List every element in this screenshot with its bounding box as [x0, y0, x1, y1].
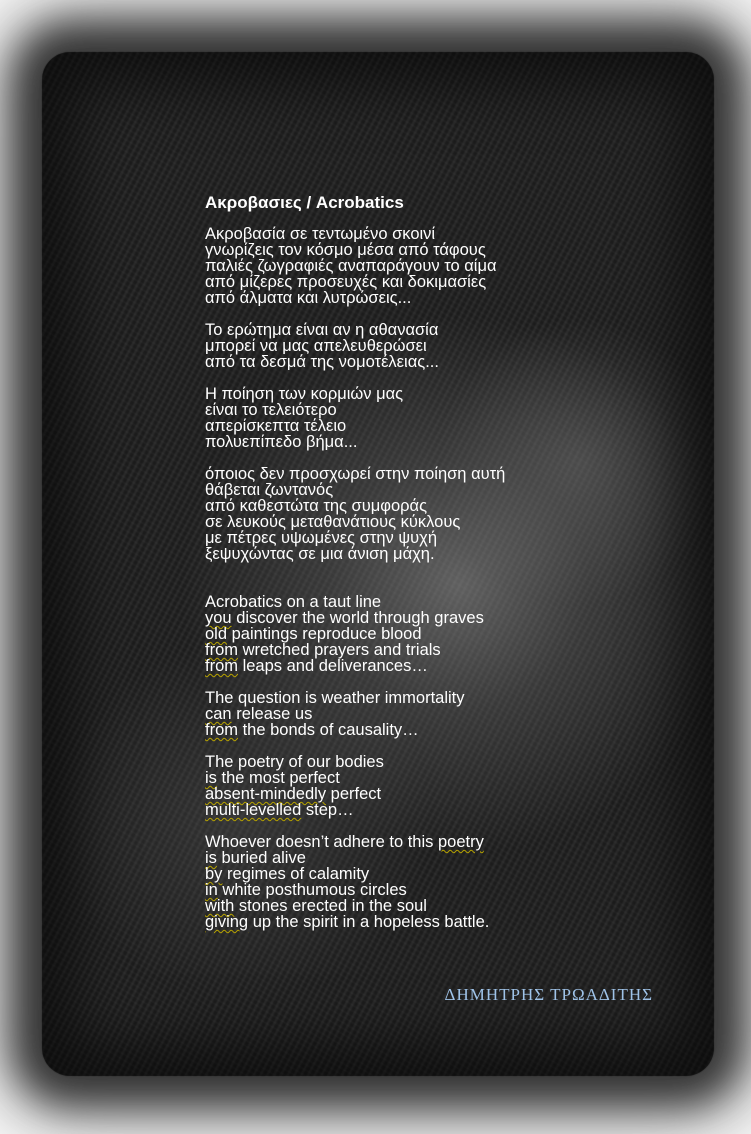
poem-line: absent-mindedly perfect [205, 785, 382, 803]
poem-line: you discover the world through graves [205, 609, 484, 627]
poem-line: Acrobatics on a taut line [205, 593, 382, 611]
poem-line: The question is weather immortality [205, 689, 465, 707]
spellcheck-word: giving [205, 913, 249, 931]
spellcheck-word: by [205, 865, 223, 883]
english-stanza-1 [205, 594, 665, 674]
poem-line: can release us [205, 705, 313, 723]
spellcheck-word: multi-levelled [205, 801, 302, 819]
english-poem [205, 594, 665, 930]
poem-line: σε λευκούς μεταθανάτιους κύκλους [205, 513, 461, 531]
poem-line: old paintings reproduce blood [205, 625, 422, 643]
poem-line: Το ερώτημα είναι αν η αθανασία [205, 321, 439, 339]
poem-line: θάβεται ζωντανός [205, 481, 334, 499]
poem-line: πολυεπίπεδο βήμα... [205, 433, 358, 451]
poem-line: από τα δεσμά της νομοτέλειας... [205, 353, 439, 371]
spellcheck-word: absent-mindedly [205, 785, 327, 803]
poem-line: is the most perfect [205, 769, 340, 787]
english-stanza-3 [205, 754, 665, 818]
poem-line: με πέτρες υψωμένες στην ψυχή [205, 529, 437, 547]
greek-stanza-1 [205, 226, 665, 306]
spellcheck-word: from [205, 721, 238, 739]
poem-line: from the bonds of causality… [205, 721, 419, 739]
poem-line: παλιές ζωγραφιές αναπαράγουν το αίμα [205, 257, 497, 275]
spellcheck-word: in [205, 881, 218, 899]
english-stanza-4 [205, 834, 665, 930]
poem-line: γνωρίζεις τον κόσμο μέσα από τάφους [205, 241, 486, 259]
spellcheck-word: is [205, 849, 217, 867]
spellcheck-word: can [205, 705, 232, 723]
author-signature: ΔΗΜΗΤΡΗΣ ΤΡΩΑΔΙΤΗΣ [444, 985, 653, 1004]
english-stanza-2 [205, 690, 665, 738]
poem-line: από άλματα και λυτρώσεις... [205, 289, 412, 307]
spellcheck-word: you [205, 609, 232, 627]
greek-poem [205, 226, 665, 562]
poem-line: Ακροβασία σε τεντωμένο σκοινί [205, 225, 436, 243]
poem-line: όποιος δεν προσχωρεί στην ποίηση αυτή [205, 465, 506, 483]
poem-line: is buried alive [205, 849, 306, 867]
poem-line: από καθεστώτα της συμφοράς [205, 497, 428, 515]
poem-line: by regimes of calamity [205, 865, 370, 883]
poem-line: είναι το τελειότερο [205, 401, 337, 419]
poem-line: in white posthumous circles [205, 881, 407, 899]
poem-line: multi-levelled step… [205, 801, 354, 819]
poem-line: with stones erected in the soul [205, 897, 427, 915]
poem-line: from leaps and deliverances… [205, 657, 428, 675]
greek-stanza-4 [205, 466, 665, 562]
spellcheck-word: from [205, 657, 238, 675]
poem-title: Ακροβασιες / Acrobatics [205, 193, 404, 212]
poem-line: giving up the spirit in a hopeless battle. [205, 913, 490, 931]
poem-line: ξεψυχώντας σε μια άνιση μάχη. [205, 545, 435, 563]
poem-line: μπορεί να μας απελευθερώσει [205, 337, 427, 355]
spellcheck-word: from [205, 641, 238, 659]
poem-line: from wretched prayers and trials [205, 641, 441, 659]
poem [205, 193, 665, 946]
spellcheck-word: old [205, 625, 228, 643]
greek-stanza-2 [205, 322, 665, 370]
poem-line: Η ποίηση των κορμιών μας [205, 385, 404, 403]
spellcheck-word: with [205, 897, 235, 915]
poem-line: The poetry of our bodies [205, 753, 384, 771]
greek-stanza-3 [205, 386, 665, 450]
spellcheck-word: is [205, 769, 217, 787]
poem-line: Whoever doesn’t adhere to this poetry [205, 833, 484, 851]
spellcheck-word: poetry [437, 833, 484, 851]
poem-line: από μίζερες προσευχές και δοκιμασίες [205, 273, 487, 291]
poem-line: απερίσκεπτα τέλειο [205, 417, 347, 435]
